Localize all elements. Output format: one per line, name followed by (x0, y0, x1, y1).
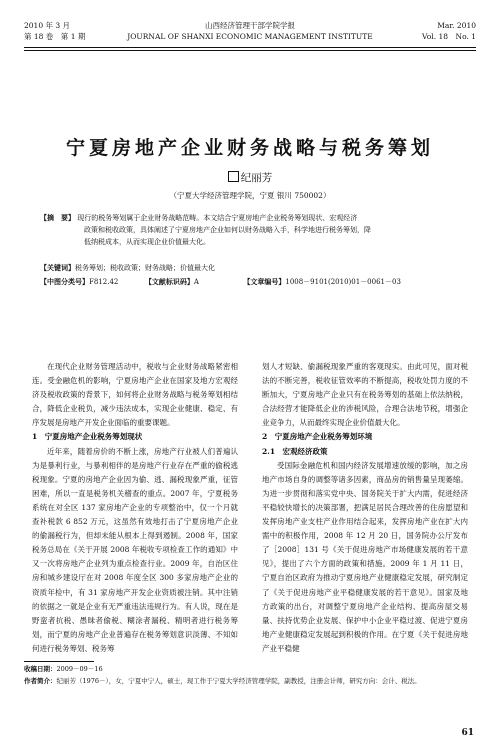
header-rule-thick (24, 47, 476, 48)
article-id-label: 【文章编号】 (243, 277, 286, 286)
section-heading-2: 2 宁夏房地产企业税务筹划环境 (262, 432, 373, 442)
abstract-line-1: 现行的税务筹划属于企业财务战略范畴。本文结合宁夏房地产企业税务筹划现状、宏观经济 (77, 214, 358, 222)
body-paragraph: 受国际金融危机和国内经济发展增速放缓的影响，加之房地产市场自身的调整等诸多因素，商品房的销售量呈现萎缩。为进一步贯彻和落实党中央、国务院关于扩大内需，促进经济平稳较快增长的决策部署，把满足居民合理改善的住房愿望和发挥房地产业支柱产业作用结合起来，发挥房地产业在扩大内需中的积极作用，2008 年 12 月 20 日，国务院办公厅发布了［2008］131 号《关于促进房地产市场健康发展的若干意见》，提出了六个方面的政策和措施。2009 年 1 月 11 日，宁夏自治区政府为推动宁夏房地产业健康稳定发展，研究制定了《关于促进房地产业平稳健康发展的若干意见》。国家及地方政策的出台，对调整宁夏房地产企业结构、提高房屋交易量、扶持优势企业发展、保护中小企业平稳过渡、促进宁夏房地产业健康稳定发展起到积极的作用。在宁夏《关于促进房地产业平稳健 (262, 460, 468, 653)
body-column-right (262, 360, 468, 656)
issue-info-en (422, 20, 476, 42)
author-name: 纪丽芳 (240, 172, 273, 184)
abstract-line-2: 政策和税收政策，具体阐述了宁夏房地产企业如何以财务战略入手，科学地进行税务筹划，降 (84, 226, 371, 234)
subsection-heading-2-1: 2.1 宏观经济政策 (262, 446, 328, 456)
author-affiliation: （宁夏大学经济管理学院，宁夏 银川 750002） (169, 191, 331, 200)
footnote-rule (24, 661, 94, 662)
keywords-text: 税务筹划；税收政策；财务战略；价值最大化 (75, 264, 215, 272)
body-column-left (32, 360, 238, 656)
journal-name-cn: 山西经济管理干部学院学报 (205, 21, 295, 30)
abstract (40, 212, 460, 248)
body-paragraph: 近年来，随着房价的不断上涨，房地产行业被人们普遍认为是暴利行业，与暴利相伴的是房地产行业存在严重的偷税逃税现象。宁夏的房地产企业因为偷、逃、漏税现象严重，征管困难，所以一直是税务机关稽查的重点。2007 年，宁夏税务系统在对全区 137 家房地产企业的专项整治中，仅一个月就查补税款 6 852 万元，这虽然有效地打击了宁夏房地产企业的偷漏税行为，但却未能从根本上得到遏制。2008 年，国家税务总局在《关于开展 2008 年税收专项检查工作的通知》中又一次将房地产企业列为重点检查行业。2009 年，自治区住房和城乡建设厅在对 2008 年度全区 300 多家房地产企业的资质年检中，有 31 家房地产开发企业资质被注销。其中注销的依据之一就是企业有无严重违法违规行为。有人说，现在是野蛮者抗税、愚昧者偷税、糊涂者漏税、精明者进行税务筹划，而宁夏的房地产企业普遍存在税务筹划意识淡薄、不知如何进行税务筹划、税务筹 (32, 446, 238, 653)
bio-text: 纪丽芳（1976－），女，宁夏中宁人，硕士，现工作于宁夏大学经济管理学院，副教授，注册会计师，研究方向：会计、税法。 (56, 677, 421, 685)
issue-volume-en: Vol. 18 No. 1 (422, 32, 476, 41)
issue-date-en: Mar. 2010 (437, 21, 476, 30)
journal-name (24, 20, 476, 42)
clc-code: F812.42 (89, 278, 119, 286)
issue-volume: 第 18 卷 第 1 期 (24, 32, 86, 41)
received-date: 2009－09－16 (56, 665, 103, 673)
body-paragraph: 在现代企业财务管理活动中，税收与企业财务战略紧密相连。受金融危机的影响，宁夏房地产企业在国家及地方宏观经济及税收政策的背景下，如何将企业财务战略与税务筹划相结合，降低企业税负，减少违法成本，实现企业健康、稳定、有序发展是房地产开发企业面临的重要课题。 (32, 362, 238, 428)
author-line (0, 170, 500, 185)
abstract-line-3: 低纳税成本，从而实现企业价值最大化。 (84, 238, 210, 246)
body-paragraph: 划人才短缺、偷漏税现象严重的客观现实。由此可见，面对税法的不断完善，税收征管效率的不断提高，税收处罚力度的不断加大，宁夏房地产企业只有在税务筹划的基础上依法纳税，合法经营才能降低企业的涉税风险，合理合法地节税，增强企业竞争力，从而最终实现企业价值最大化。 (262, 362, 468, 428)
footnote-received (24, 664, 476, 674)
article-title: 宁夏房地产企业财务战略与税务筹划 (65, 137, 434, 159)
footnote-author-bio (24, 676, 476, 686)
received-label: 收稿日期： (24, 665, 57, 673)
header-rule-thin (24, 50, 476, 51)
issue-date: 2010 年 3 月 (24, 21, 71, 30)
article-id: 1008－9101(2010)01－0061－03 (285, 278, 401, 286)
page-number: 61 (461, 728, 474, 738)
keywords-label: 【关键词】 (40, 263, 75, 272)
running-header (24, 20, 476, 50)
abstract-label: 【摘 要】 (40, 213, 75, 222)
classification-row (40, 276, 460, 288)
box-icon (228, 171, 239, 182)
bio-label: 作者简介： (24, 677, 57, 685)
doc-code-label: 【文献标识码】 (144, 277, 194, 286)
journal-name-en: JOURNAL OF SHANXI ECONOMIC MANAGEMENT INSTITUTE (127, 32, 373, 41)
doc-code: A (193, 278, 199, 286)
keywords (40, 262, 460, 274)
clc-label: 【中图分类号】 (40, 277, 89, 286)
section-heading-1: 1 宁夏房地产企业税务筹划现状 (32, 432, 143, 442)
